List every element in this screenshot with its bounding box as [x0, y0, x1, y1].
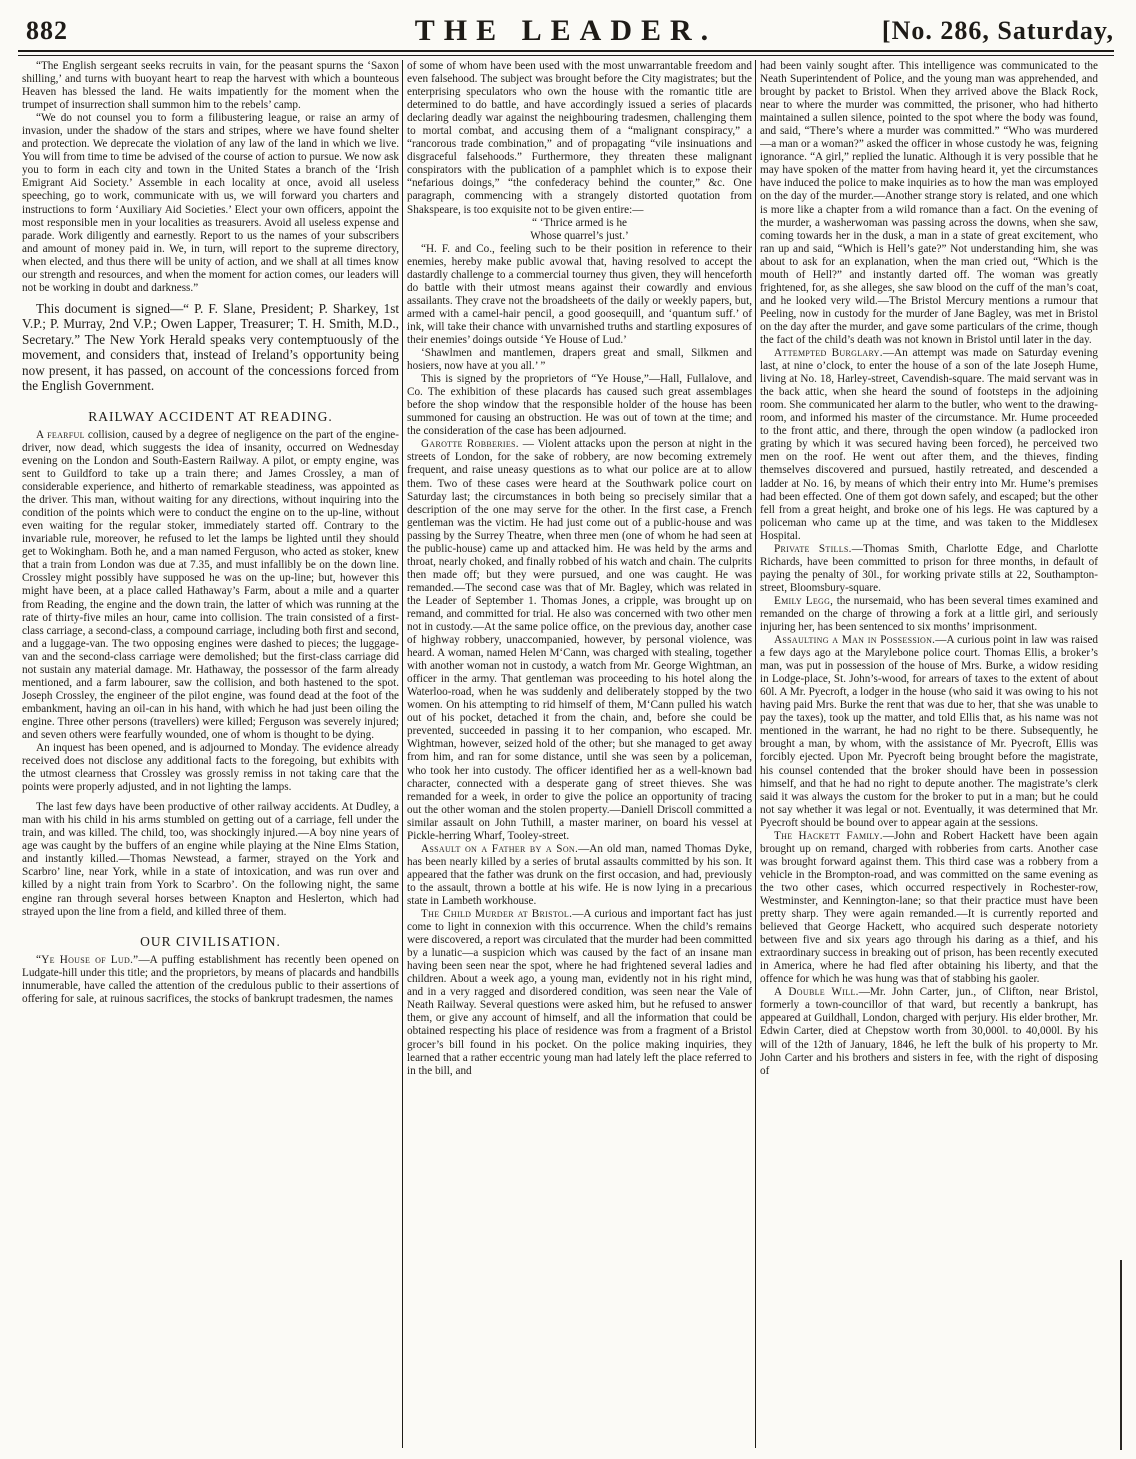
column-divider [402, 60, 403, 1448]
article-paragraph: This is signed by the proprietors of “Ye House,”—Hall, Fullalove, and Co. The exhibition of these placards has caused such great assemblages before the shop window that the responsible holder of the house has been summoned for causing an obstruction. He was out of town at the time; and the consideration of the case has been adjourned. [407, 373, 752, 438]
issue-label: [No. 286, Saturday, [881, 16, 1114, 45]
column-3 [760, 60, 1098, 1448]
paragraph-body: —An attempt was made on Saturday evening last, at nine o’clock, to enter the house of a son of the late Joseph Hume, living at No. 18, Harley-street, Cavendish-square. The maid servant was in the back attic, when she heard the sound of footsteps in the adjoining room. She communicated her alarm to the butler, who went to the drawing-room, and informed his master of the circumstance. Mr. Hume proceeded to the front attic, and there, through the open window (a padlocked iron grating by which it was secured having been forced), he perceived two men on the roof. He went out after them, and the thieves, finding themselves discovered and pursued, hastily retreated, and descended a ladder at No. 16, by means of which their entry into Mr. Hume’s premises had been effected. One of them got down safely, and escaped; but the other fell from a great height, and broke one of his legs. He was captured by a policeman who came up at the time, and was taken to the Middlesex Hospital. [760, 347, 1098, 542]
article-paragraph [760, 634, 1098, 830]
paragraph-body: collision, caused by a degree of negligence on the part of the engine-driver, now dead, which suggests the idea of insanity, occurred on Wednesday evening on the London and South-Eastern Railway. A pilot, or empty engine, was sent to Guildford to take up a train there; and James Crossley, a man of considerable experience, and hitherto of remarkable steadiness, was appointed as the driver. This man, without waiting for any directions, without inquiring into the condition of the points which were to conduct the engine on to the up-line, without even waiting for the regular stoker, immediately started off. Contrary to the invariable rule, moreover, he refused to let the lamps be lighted until they should get to Wokingham. Both he, and a man named Ferguson, who acted as stoker, knew that a train from London was due at 7.35, and must infallibly be on the down line. Crossley might possibly have supposed he was on the up-line; but, however this might have been, at a place called Hathaway’s Farm, about a mile and a quarter from Reading, the engine and the down train, the latter of which was running at the rate of thirty-five miles an hour, came into collision. The train consisted of a first-class carriage, a second-class, a compound carriage, including both first and second, and a luggage-van. The two opposing engines were dashed to pieces; the luggage-van and the second-class carriage were demolished; but the first-class carriage did not sustain any material damage. Mr. Hathaway, the possessor of the farm already mentioned, and a farm labourer, saw the collision, and both hastened to the spot. Joseph Crossley, the engineer of the pilot engine, was found dead at the foot of the embankment, having an oil-can in his hand, with which he had just been oiling the engine. Three other persons (travellers) were killed; Ferguson was severely injured; and seven others were fearfully wounded, one of whom is thought to be dying. [22, 428, 399, 741]
article-paragraph: had been vainly sought after. This intelligence was communicated to the Neath Superintendent of Police, and the young man was apprehended, and brought by packet to Bristol. When they arrived above the Black Rock, near to where the murder was committed, the prisoner, who had hitherto maintained a sullen silence, pointed to the spot where the body was found, and said, “There’s where a murder was committed.” “Who was murdered—a man or a woman?” asked the officer in whose custody he was, feigning ignorance. “A girl,” replied the lunatic. Although it is very possible that he may have spoken of the matter from having heard it, yet the circumstances have induced the police to make inquiries as to how the man was employed on the day of the murder.—Another strange story is related, and one which is more like a chapter from a wild romance than a fact. On the evening of the murder, a washerwoman was passing across the downs, when she saw, coming towards her in the dusk, a man in a state of great excitement, who ran up and said, “Which is Hell’s gate?” Not understanding him, she was about to ask for an explanation, when the man cried out, “Which is the mouth of Hell?” and instantly darted off. The woman was greatly frightened, for, as she alleges, she saw blood on the cuff of the man’s coat, and he looked very wild.—The Bristol Mercury mentions a rumour that Peeling, now in custody for the murder of Jane Bagley, was met in Bristol on the day after the murder, and gave some particulars of the crime, though the fact of the child’s death was not known in Bristol until later in the day. [760, 60, 1098, 346]
article-paragraph [760, 986, 1098, 1077]
article-paragraph: An inquest has been opened, and is adjourned to Monday. The evidence already received does not disclose any additional facts to the foregoing, but exhibits with the utmost clearness that Crossley was grossly remiss in not taking care that the points were properly adjusted, and in not lighting the lamps. [22, 742, 399, 794]
paragraph-lead: Assaulting a Man in Possession. [774, 634, 936, 647]
paragraph-lead: “Ye House of Lud.” [36, 953, 139, 966]
page-edge-mark [1120, 1260, 1122, 1450]
article-paragraph [22, 954, 399, 1006]
paragraph-body: the nursemaid, who has been several times examined and remanded on the charge of throwing a fork at a little girl, and seriously injuring her, has been sentenced to six months’ imprisonment. [760, 594, 1098, 634]
article-paragraph: “H. F. and Co., feeling such to be their position in reference to their enemies, hereby make public avowal that, having resolved to accept the dastardly challenge to a commercial tourney thus given, they will henceforth do battle with their utmost means against their cowardly and envious assailants. They crave not the broadsheets of the daily or weekly papers, but, armed with a camel-hair pencil, a good goosequill, and ‘quantum suff.’ of ink, will take their chance with unvarnished truths and startling exposures of their enemies’ doings outside ‘Ye House of Lud.’ [407, 242, 752, 346]
article-paragraph [407, 438, 752, 842]
paragraph-body: — Violent attacks upon the person at night in the streets of London, for the sake of robbery, are now becoming extremely frequent, and raise uneasy questions as to what our police are at to allow them. Two of these cases were heard at the Southwark police court on Saturday last; the circumstances in both being so precisely similar that a description of the one may serve for the other. In the first case, a French gentleman was the victim. He had just come out of a public-house and was passing by the Surrey Theatre, when three men (one of whom he had seen at the public-house) came up and attacked him. He was held by the arms and throat, nearly choked, and finally robbed of his watch and chain. The culprits then made off; but they were pursued, and one was caught. He was remanded.—The second case was that of Mr. Bagley, which was related in the Leader of September 1. Thomas Jones, a cripple, was brought up on remand, and committed for trial. He also was concerned with two other men not in custody.—At the same police office, on the previous day, another case of highway robbery, unaccompanied, however, by personal violence, was heard. A woman, named Helen M‘Cann, was charged with stealing, together with another woman not in custody, a watch from Mr. George Wightman, an officer in the army. That gentleman was proceeding to his hotel along the Waterloo-road, when he was suddenly and deliberately stopped by the two women. On his attempting to rid himself of them, M‘Cann pulled his watch out of his pocket, detached it from the chain, and, before she could be prevented, succeeded in passing it to her companion, who escaped. Mr. Wightman, however, seized hold of the other; but she managed to get away from him, and ran for some distance, until she was seen by a policeman, who took her into custody. The officer identified her as a well-known bad character, connected with a desperate gang of street thieves. She was remanded for a week, in order to give the police an opportunity of tracing out the other woman and the stolen property.—Daniell Driscoll committed a similar assault on John Tuthill, a master mariner, on board his vessel at Pickle-herring Wharf, Tooley-street. [407, 438, 752, 842]
verse-line: “ ‘Thrice armed is he [531, 216, 628, 229]
paragraph-body: —An old man, named Thomas Dyke, has been nearly killed by a series of brutal assaults committed by his son. It appeared that the father was drunk on the first occasion, and had, previously to the assault, thrown a bottle at his wife. He is now lying in a precarious state in Lambeth workhouse. [407, 842, 752, 907]
article-paragraph [407, 843, 752, 908]
masthead [18, 14, 1114, 48]
paragraph-body: —A puffing establishment has recently been opened on Ludgate-hill under this title; and the proprietors, by means of placards and handbills innumerable, have called the attention of the credulous public to their assertions of offering for sale, at ruinous sacrifices, the stocks of bankrupt tradesmen, the names [22, 953, 399, 1005]
article-paragraph [22, 429, 399, 742]
paragraph-lead: A Double Will. [774, 986, 859, 999]
section-heading: OUR CIVILISATION. [140, 933, 281, 949]
article-paragraph: “The English sergeant seeks recruits in vain, for the peasant spurns the ‘Saxon shilling,’ and turns with buoyant heart to reap the harvest with which a bounteous Heaven has blessed the land. He waits impatiently for the moment when the trumpet of insurrection shall summon him to the rebels’ camp. [22, 60, 399, 112]
paragraph-body: —John and Robert Hackett have been again brought up on remand, charged with robberies from carts. Another case was brought forward against them. This third case was a robbery from a vehicle in the Brompton-road, and was committed on the same evening as the two other cases, which occurred respectively in Rochester-row, Westminster, and Kennington-lane; so that their practice must have been pretty sharp. They were again remanded.—It is currently reported and believed that George Hackett, who acquired such desperate notoriety between five and six years ago through his daring as a thief, and his extraordinary success in breaking out of prison, has been recently executed in America, where he had fled after obtaining his liberty, and that the offence for which he was hung was that of stabbing his gaoler. [760, 829, 1098, 986]
article-paragraph [760, 543, 1098, 595]
paragraph-lead: Garotte Robberies. [421, 438, 519, 451]
article-paragraph [760, 595, 1098, 634]
paragraph-lead: The Hackett Family. [774, 829, 883, 842]
newspaper-title: THE LEADER. [414, 14, 718, 47]
verse-line: Whose quarrel’s just.’ [530, 229, 629, 242]
paragraph-lead: Emily Legg, [774, 594, 834, 607]
article-paragraph [760, 830, 1098, 987]
paragraph-body: —Mr. John Carter, jun., of Clifton, near Bristol, formerly a town-councillor of that ward, but recently a bankrupt, has appeared at Guildhall, London, charged with perjury. His elder brother, Mr. Edwin Carter, died at Chepstow worth from 30,000l. to 40,000l. By his will of the 12th of January, 1846, he left the bulk of his property to Mr. John Carter and his brothers and sisters in fee, with the right of disposing of [760, 986, 1098, 1077]
masthead-rule [18, 50, 1114, 56]
column-divider [755, 60, 756, 1448]
paragraph-lead: The Child Murder at Bristol. [421, 908, 573, 921]
article-paragraph: “We do not counsel you to form a filibustering league, or raise an army of invasion, under the shadow of the stars and stripes, where we have found shelter and protection. We deprecate the violation of any law of the land in which we live. You will from time to time be advised of the course of action to pursue. We now ask you to form in each city and town in the United States a branch of the ‘Irish Emigrant Aid Society.’ Assemble in each locality at once, avoid all useless speeching, go to work, communicate with us, we will forward you charters and instructions to form ‘Auxiliary Aid Societies.’ Elect your own officers, appoint the most responsible men in your localities as treasurers. Avoid all useless expense and parade. Work diligently and earnestly. Report to us the names of your subscribers and amount of money paid in. We, in turn, will report to the supreme directory, when elected, and thus there will be unity of action, and we shall at all times know our strength and resources, and when the moment for action comes, our leaders will not be working in doubt and darkness.” [22, 112, 399, 294]
paragraph-lead: Assault on a Father by a Son. [421, 842, 579, 855]
column-1 [22, 60, 399, 1448]
article-paragraph: of some of whom have been used with the most unwarrantable freedom and even falsehood. The subject was brought before the City magistrates; but the enterprising speculators who own the house with the romantic title are determined to do battle, and have accordingly issued a series of placards declaring deadly war against the neighbouring tradesmen, challenging them to mortal combat, and accusing them of a “malignant conspiracy,” a “rancorous trade combination,” and of propagating “vile insinuations and disgraceful falsehoods.” Furthermore, they threaten these malignant conspirators with the publication of a pamphlet which is to expose their “nefarious doings,” “the confederacy behind the counter,” &c. One paragraph, commencing with a strangely distorted quotation from Shakspeare, is too exquisite not to be given entire:— [407, 60, 752, 216]
article-paragraph: ‘Shawlmen and mantlemen, drapers great and small, Silkmen and hosiers, now have at you all.’ ” [407, 347, 752, 373]
article-paragraph: This document is signed—“ P. F. Slane, President; P. Sharkey, 1st V.P.; P. Murray, 2nd V.P.; Owen Lapper, Treasurer; T. H. Smith, M.D., Secretary.” The New York Herald speaks very contemptuously of the movement, and considers that, instead of Ireland’s opportunity being now present, it has passed, on account of the concessions forced from the English Government. [22, 300, 399, 394]
paragraph-body: —A curious point in law was raised a few days ago at the Marylebone police court. Thomas Ellis, a broker’s man, was put in possession of the house of Mrs. Burke, a widow residing in Lodge-place, St. John’s-wood, for arrears of taxes to the extent of about 60l. A Mr. Pyecroft, a lodger in the house (who said it was owing to his not having paid Mrs. Burke the rent that was due to her, that she was unable to pay the taxes), took up the matter, and told Ellis that, as his name was not mentioned in the warrant, he had no right to be there. Subsequently, he brought a man, by whom, with the assistance of Mr. Pyecroft, Ellis was forcibly ejected. Upon Mr. Pyecroft being brought before the magistrate, his counsel contended that the broker should have been in possession himself, and that he had no right to depute another. The magistrate’s clerk said it was always the custom for the broker to put in a man; but he could not say whether it was legal or not. Eventually, it was determined that Mr. Pyecroft should be bound over to appear again at the sessions. [760, 634, 1098, 829]
paragraph-lead: Attempted Burglary. [774, 347, 883, 360]
page-number: 882 [26, 16, 68, 45]
paragraph-body: —Thomas Smith, Charlotte Edge, and Charlotte Richards, have been committed to prison for three months, in default of paying the penalty of 30l., for working private stills at 22, Southampton-street, Bloomsbury-square. [760, 542, 1098, 594]
article-paragraph: The last few days have been productive of other railway accidents. At Dudley, a man with his child in his arms stumbled on getting out of a carriage, fell under the train, and was killed. The child, too, was shockingly injured.—A boy nine years of age was caught by the buffers of an engine while playing at the Nine Elms Station, and instantly killed.—Thomas Newstead, a farmer, strayed on the York and Scarbro’ line, near York, while in a state of intoxication, and was run over and killed by a night train from York to Scarbro’. On the following night, the same engine ran through several horses between Knapton and Heslerton, which had strayed upon the line from a field, and killed three of them. [22, 801, 399, 918]
column-2 [407, 60, 752, 1448]
article-paragraph [407, 908, 752, 1078]
paragraph-body: —A curious and important fact has just come to light in connexion with this occurrence. When the child’s remains were discovered, a report was circulated that the murder had been committed by a lunatic—a suspicion which was caused by the fact of an insane man having been seen near the spot, where he had frightened several ladies and children. About a week ago, a young man, evidently not in his right mind, and in a very ragged and disordered condition, was seen near the Vale of Neath Railway. Several questions were asked him, but he refused to answer them, or give any account of himself, and all the information that could be obtained respecting his place of residence was from a fragment of a Bristol grocer’s bill found in his pocket. On the police making inquiries, they learned that a rather eccentric young man had lately left the place referred to in the bill, and [407, 908, 752, 1077]
article-paragraph [760, 347, 1098, 543]
section-heading: RAILWAY ACCIDENT AT READING. [88, 408, 333, 424]
paragraph-lead: A fearful [36, 428, 85, 441]
paragraph-lead: Private Stills. [774, 542, 852, 555]
